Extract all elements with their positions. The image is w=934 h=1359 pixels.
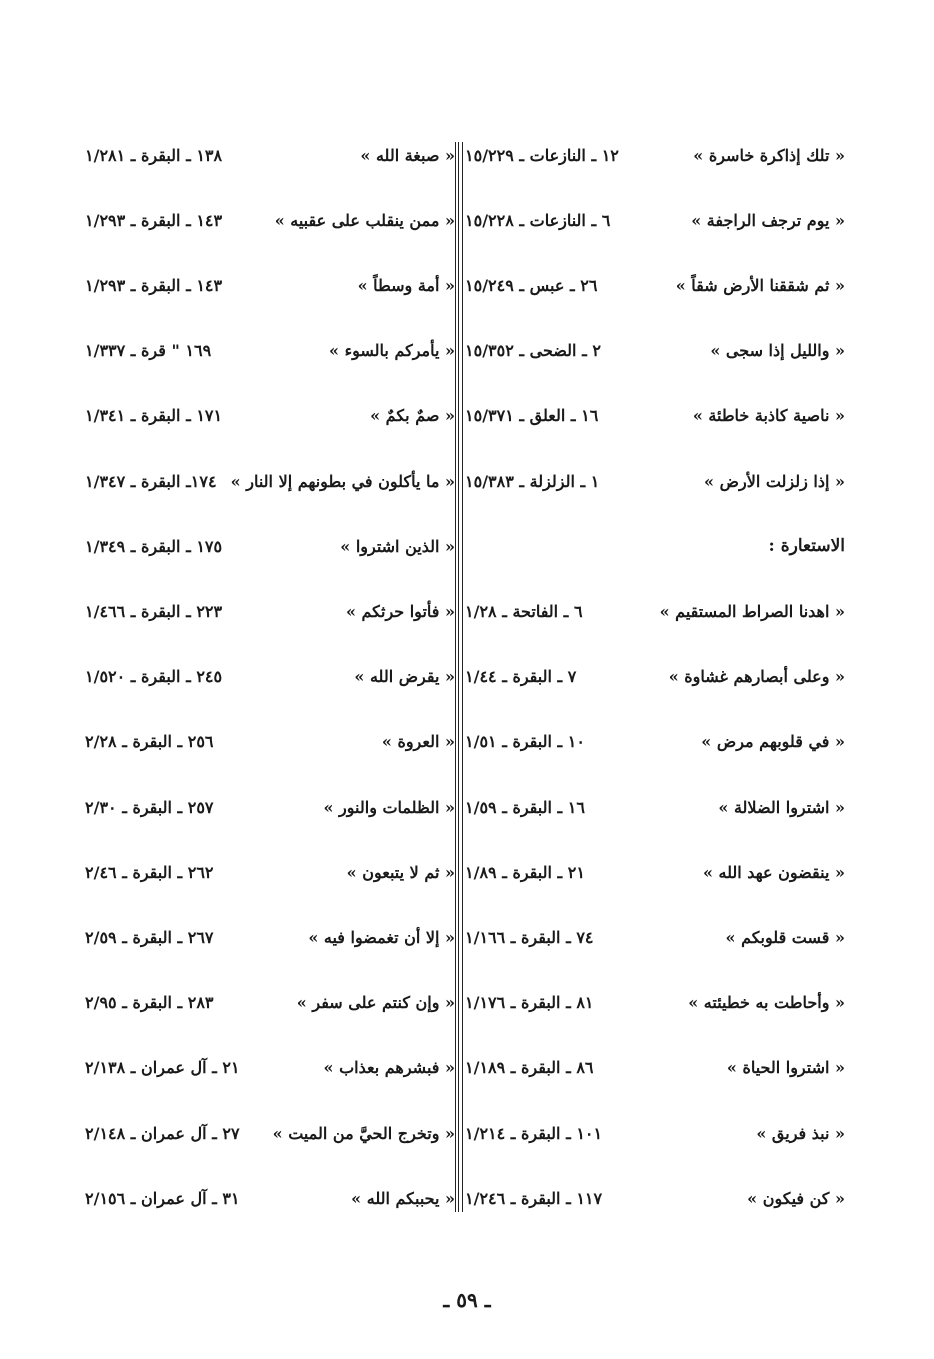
index-entry (85, 1053, 455, 1083)
index-entry (465, 596, 845, 626)
entry-reference: ٨١ ـ البقرة ـ ١/١٧٦ (465, 993, 594, 1013)
index-entry (85, 140, 455, 170)
index-entry (465, 727, 845, 757)
entry-phrase: « قست قلوبكم » (725, 927, 845, 947)
index-column-right (465, 140, 845, 1220)
entry-phrase: « الذين اشتروا » (340, 536, 455, 556)
index-entry (465, 792, 845, 822)
entry-reference: ١٧٥ ـ البقرة ـ ١/٣٤٩ (85, 536, 223, 556)
entry-phrase: « ما يأكلون في بطونهم إلا النار » (230, 471, 455, 491)
entry-reference: ١ ـ الزلزلة ـ ١٥/٣٨٣ (465, 471, 600, 491)
entry-reference: ٢٤٥ ـ البقرة ـ ١/٥٢٠ (85, 667, 223, 687)
index-entry (465, 1183, 845, 1213)
index-entry (465, 1118, 845, 1148)
entry-phrase: « وتخرج الحيَّ من الميت » (272, 1123, 455, 1143)
entry-reference: ٢٥٧ ـ البقرة ـ ٢/٣٠ (85, 797, 214, 817)
index-column-left (85, 140, 455, 1220)
entry-reference: ٢٢٣ ـ البقرة ـ ١/٤٦٦ (85, 601, 223, 621)
page-number: ـ ٥٩ ـ (443, 1288, 491, 1312)
entry-reference: ١٦ ـ العلق ـ ١٥/٣٧١ (465, 406, 599, 426)
entry-reference: ٢٦٢ ـ البقرة ـ ٢/٤٦ (85, 862, 214, 882)
entry-reference: ٢٦ ـ عبس ـ ١٥/٢٤٩ (465, 275, 598, 295)
index-entry (465, 857, 845, 887)
entry-reference: ٧ ـ البقرة ـ ١/٤٤ (465, 667, 577, 687)
entry-phrase: « صبغة الله » (360, 145, 455, 165)
entry-phrase: « وإن كنتم على سفر » (296, 993, 455, 1013)
index-entry (465, 466, 845, 496)
entry-reference: ١٧٤ـ البقرة ـ ١/٣٤٧ (85, 471, 217, 491)
index-entry (85, 401, 455, 431)
entry-reference: ٢٥٦ ـ البقرة ـ ٢/٢٨ (85, 732, 214, 752)
entry-phrase: « وعلى أبصارهم غشاوة » (668, 667, 845, 687)
entry-reference: ٢١ ـ آل عمران ـ ٢/١٣٨ (85, 1058, 240, 1078)
index-entry (85, 988, 455, 1018)
entry-phrase: « في قلوبهم مرض » (701, 732, 845, 752)
entry-reference: ٦ ـ النازعات ـ ١٥/٢٢٨ (465, 210, 611, 230)
index-entry (85, 662, 455, 692)
entry-phrase: « يأمركم بالسوء » (329, 341, 455, 361)
index-entry (465, 205, 845, 235)
entry-reference: ٣١ ـ آل عمران ـ ٢/١٥٦ (85, 1188, 240, 1208)
index-entry (465, 336, 845, 366)
entry-phrase: « الظلمات والنور » (323, 797, 455, 817)
column-divider (455, 142, 463, 1212)
entry-reference: ٢٦٧ ـ البقرة ـ ٢/٥٩ (85, 927, 214, 947)
entry-phrase: « صمٌ بكمٌ » (370, 406, 455, 426)
index-entry (85, 1118, 455, 1148)
entry-reference: ٨٦ ـ البقرة ـ ١/١٨٩ (465, 1058, 594, 1078)
index-entry (85, 922, 455, 952)
entry-phrase: « اشتروا الضلالة » (718, 797, 845, 817)
entry-phrase: « والليل إذا سجى » (710, 341, 845, 361)
entry-reference: ١٦ ـ البقرة ـ ١/٥٩ (465, 797, 585, 817)
index-entry (85, 857, 455, 887)
entry-phrase: « اهدنا الصراط المستقيم » (659, 601, 845, 621)
entry-phrase: « إلا أن تغمضوا فيه » (308, 927, 455, 947)
index-entry (85, 1183, 455, 1213)
index-entry (85, 792, 455, 822)
entry-reference: ١٤٣ ـ البقرة ـ ١/٢٩٣ (85, 275, 223, 295)
entry-phrase: « أمة وسطاً » (357, 275, 455, 295)
entry-phrase: « ناصية كاذبة خاطئة » (692, 406, 845, 426)
entry-phrase: « ينقضون عهد الله » (702, 862, 845, 882)
index-entry (465, 922, 845, 952)
index-entry (465, 270, 845, 300)
index-entry (85, 205, 455, 235)
entry-reference: ١١٧ ـ البقرة ـ ١/٢٤٦ (465, 1188, 603, 1208)
index-entry (85, 727, 455, 757)
entry-phrase: « يوم ترجف الراجفة » (691, 210, 845, 230)
entry-phrase: « فأتوا حرثكم » (345, 601, 455, 621)
entry-reference: ٢٧ ـ آل عمران ـ ٢/١٤٨ (85, 1123, 240, 1143)
index-entry (465, 401, 845, 431)
index-entry (465, 1053, 845, 1083)
entry-reference: ١٣٨ ـ البقرة ـ ١/٢٨١ (85, 145, 223, 165)
section-heading: الاستعارة : (768, 536, 845, 557)
entry-phrase: « اشتروا الحياة » (726, 1058, 845, 1078)
entry-reference: ٢ ـ الضحى ـ ١٥/٣٥٢ (465, 341, 601, 361)
entry-phrase: « إذا زلزلت الأرض » (704, 471, 845, 491)
entry-phrase: « ثم شققنا الأرض شقاً » (675, 275, 845, 295)
entry-phrase: « كن فيكون » (747, 1188, 845, 1208)
entry-reference: ٢١ ـ البقرة ـ ١/٨٩ (465, 862, 585, 882)
entry-phrase: « نبذ فريق » (756, 1123, 845, 1143)
entry-phrase: « تلك إذاكرة خاسرة » (693, 145, 845, 165)
entry-phrase: « يقرض الله » (354, 667, 455, 687)
entry-phrase: « ثم لا يتبعون » (346, 862, 455, 882)
index-entry (85, 531, 455, 561)
entry-reference: ١٠ ـ البقرة ـ ١/٥١ (465, 732, 585, 752)
index-entry (465, 140, 845, 170)
index-entry (85, 270, 455, 300)
entry-phrase: « العروة » (381, 732, 455, 752)
index-entry (465, 988, 845, 1018)
entry-reference: ٧٤ ـ البقرة ـ ١/١٦٦ (465, 927, 594, 947)
entry-phrase: « فبشرهم بعذاب » (323, 1058, 455, 1078)
entry-reference: ١٤٣ ـ البقرة ـ ١/٢٩٣ (85, 210, 223, 230)
entry-reference: ١٧١ ـ البقرة ـ ١/٣٤١ (85, 406, 223, 426)
entry-reference: ٦ ـ الفاتحة ـ ١/٢٨ (465, 601, 583, 621)
index-entry (85, 466, 455, 496)
index-entry (85, 596, 455, 626)
entry-phrase: « ممن ينقلب على عقبيه » (274, 210, 455, 230)
entry-reference: ٢٨٣ ـ البقرة ـ ٢/٩٥ (85, 993, 214, 1013)
entry-phrase: « يحببكم الله » (351, 1188, 455, 1208)
index-entry (465, 662, 845, 692)
entry-reference: ١٦٩ " قرة ـ ١/٣٣٧ (85, 341, 212, 361)
index-entry (85, 336, 455, 366)
entry-reference: ١٠١ ـ البقرة ـ ١/٢١٤ (465, 1123, 603, 1143)
entry-reference: ١٢ ـ النازعات ـ ١٥/٢٢٩ (465, 145, 619, 165)
entry-phrase: « وأحاطت به خطيئته » (688, 993, 845, 1013)
